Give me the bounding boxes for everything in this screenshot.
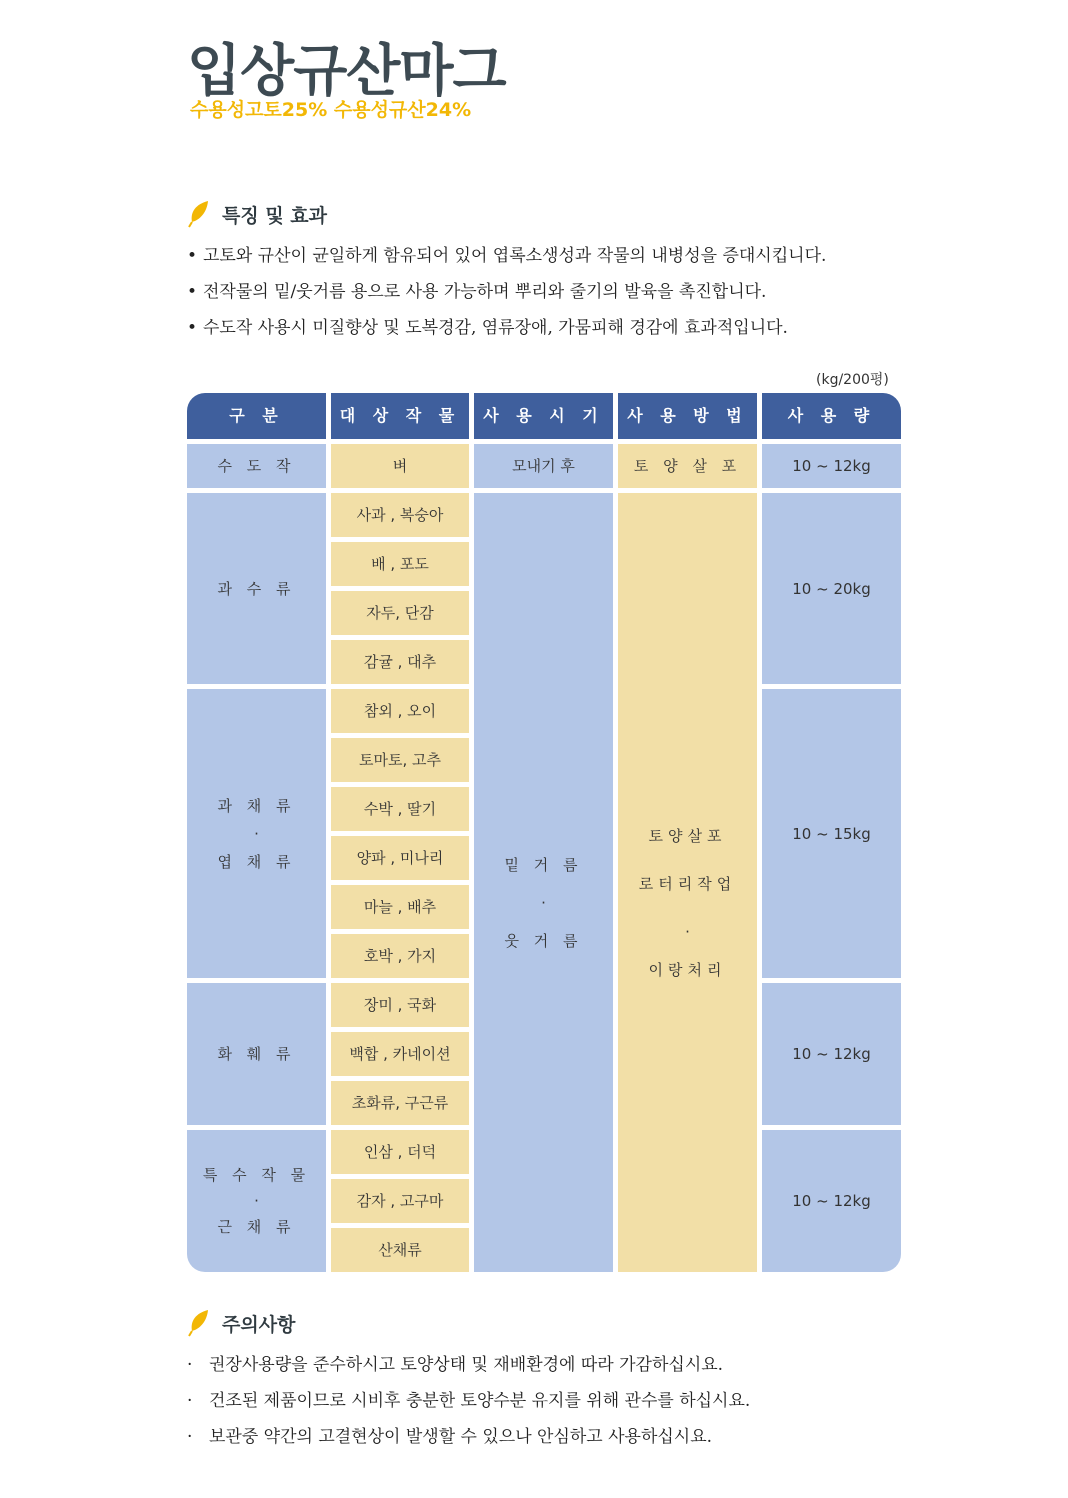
amount-rice: 10 ~ 12kg	[762, 444, 901, 488]
header-timing: 사 용 시 기	[474, 393, 613, 439]
category-flowers: 화 훼 류	[187, 983, 326, 1125]
crop-cell: 초화류, 구근류	[331, 1081, 469, 1125]
crop-cell: 마늘 , 배추	[331, 885, 469, 929]
crop-cell: 장미 , 국화	[331, 983, 469, 1027]
crop-cell: 자두, 단감	[331, 591, 469, 635]
crop-cell: 참외 , 오이	[331, 689, 469, 733]
list-item: • 수도작 사용시 미질향상 및 도복경감, 염류장애, 가뭄피해 경감에 효과적입니다.	[187, 318, 788, 338]
category-rice: 수 도 작	[187, 444, 326, 488]
category-special-root-crops: 특 수 작 물 · 근 채 류	[187, 1130, 326, 1272]
list-item: · 보관중 약간의 고결현상이 발생할 수 있으나 안심하고 사용하십시요.	[187, 1427, 713, 1447]
crop-cell: 배 , 포도	[331, 542, 469, 586]
product-subtitle: 수용성고토25% 수용성규산24%	[190, 99, 472, 121]
list-item: · 권장사용량을 준수하시고 토양상태 및 재배환경에 따라 가감하십시요.	[187, 1355, 724, 1375]
leaf-icon	[188, 1309, 210, 1337]
list-item: · 건조된 제품이므로 시비후 충분한 토양수분 유지를 위해 관수를 하십시요.	[187, 1391, 751, 1411]
crop-cell: 호박 , 가지	[331, 934, 469, 978]
category-fruit-trees: 과 수 류	[187, 493, 326, 684]
crop-cell: 수박 , 딸기	[331, 787, 469, 831]
crop-cell: 양파 , 미나리	[331, 836, 469, 880]
header-crop: 대 상 작 물	[331, 393, 469, 439]
unit-label: (kg/200평)	[816, 372, 889, 388]
header-amount: 사 용 량	[762, 393, 901, 439]
features-heading	[188, 200, 327, 228]
list-item: • 전작물의 밑/웃거름 용으로 사용 가능하며 뿌리와 줄기의 발육을 촉진합니다.	[187, 282, 767, 302]
timing-merged: 밑 거 름 · 웃 거 름	[474, 493, 613, 1272]
crop-cell: 산채류	[331, 1228, 469, 1272]
product-title: 입상규산마그	[187, 39, 506, 104]
amount-special-root-crops: 10 ~ 12kg	[762, 1130, 901, 1272]
cautions-list	[187, 1347, 750, 1455]
method-rice: 토 양 살 포	[618, 444, 757, 488]
category-fruit-leaf-vegetables: 과 채 류 · 엽 채 류	[187, 689, 326, 978]
header-category: 구 분	[187, 393, 326, 439]
crop-cell: 토마토, 고추	[331, 738, 469, 782]
cautions-heading	[188, 1309, 295, 1337]
amount-fruit-trees: 10 ~ 20kg	[762, 493, 901, 684]
method-merged: 토양살포 로터리작업 · 이랑처리	[618, 493, 757, 1272]
crop-cell: 백합 , 카네이션	[331, 1032, 469, 1076]
features-title: 특징 및 효과	[222, 204, 327, 227]
crop-cell: 감귤 , 대추	[331, 640, 469, 684]
crop-cell: 감자 , 고구마	[331, 1179, 469, 1223]
amount-fruit-leaf-vegetables: 10 ~ 15kg	[762, 689, 901, 978]
timing-rice: 모내기 후	[474, 444, 613, 488]
header-method: 사 용 방 법	[618, 393, 757, 439]
cautions-title: 주의사항	[222, 1313, 296, 1336]
features-list	[187, 238, 826, 346]
leaf-icon	[188, 200, 210, 228]
crop-cell: 사과 , 복숭아	[331, 493, 469, 537]
list-item: • 고토와 규산이 균일하게 함유되어 있어 엽록소생성과 작물의 내병성을 증대시킵니다.	[187, 246, 827, 266]
amount-flowers: 10 ~ 12kg	[762, 983, 901, 1125]
crop-rice: 벼	[331, 444, 469, 488]
crop-cell: 인삼 , 더덕	[331, 1130, 469, 1174]
